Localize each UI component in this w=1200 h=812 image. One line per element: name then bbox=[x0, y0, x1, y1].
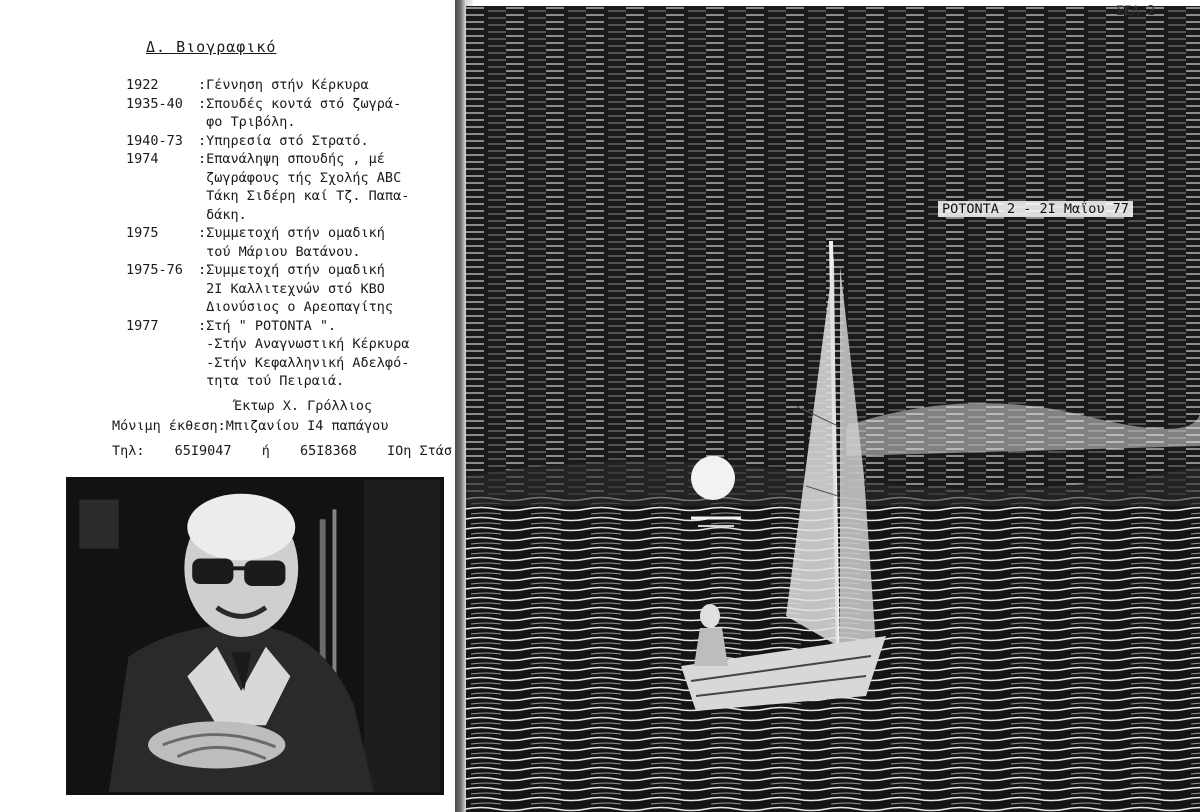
bio-entry bbox=[126, 206, 471, 225]
bio-text: -Στήν Κεφαλληνική Αδελφό- bbox=[198, 354, 410, 371]
bio-text: :Επανάληψη σπουδής , μέ bbox=[198, 151, 385, 167]
bio-entry bbox=[126, 132, 471, 151]
bio-entry bbox=[126, 298, 471, 317]
bio-text: :Στή " ΡΟΤΟΝΤΑ ". bbox=[198, 317, 337, 334]
bio-entry bbox=[126, 169, 471, 188]
bio-year: 1935-40 bbox=[126, 95, 183, 112]
bio-year bbox=[126, 280, 198, 299]
bio-year: 1975-76 bbox=[126, 262, 183, 278]
exhibition-line: Μόνιμη έκθεση:Μπιζανίου Ι4 παπάγου bbox=[112, 418, 389, 434]
bio-entry bbox=[126, 95, 471, 114]
bio-text: :Γέννηση στήν Κέρκυρα bbox=[198, 77, 369, 93]
bio-text: :Σπουδές κοντά στό ζωγρά- bbox=[198, 95, 402, 112]
bio-entry bbox=[126, 354, 471, 373]
bio-text: Διονύσιος ο Αρεοπαγίτης bbox=[198, 299, 394, 315]
bio-year: 1922 bbox=[126, 77, 159, 93]
bio-entry bbox=[126, 113, 471, 132]
bio-text: τητα τού Πειραιά. bbox=[198, 373, 345, 389]
phone-label: Τηλ: bbox=[112, 443, 145, 459]
portrait-image bbox=[69, 480, 441, 792]
phone-line bbox=[112, 443, 474, 459]
signature: Έκτωρ Χ. Γρόλλιος bbox=[234, 398, 373, 414]
phone-or: ή bbox=[261, 443, 270, 459]
bio-entry bbox=[126, 280, 471, 299]
phone-number-1: 65Ι9047 bbox=[174, 443, 232, 459]
bio-text: :Υπηρεσία στό Στρατό. bbox=[198, 132, 369, 149]
phone-number-2: 65Ι8368 bbox=[299, 443, 357, 459]
bio-entry bbox=[126, 335, 471, 354]
sailboat-illustration bbox=[466, 6, 1200, 812]
bio-year bbox=[126, 243, 198, 262]
biography-column bbox=[0, 0, 470, 812]
bio-year bbox=[126, 169, 198, 188]
bio-year bbox=[126, 335, 198, 354]
bio-year bbox=[126, 187, 198, 206]
bio-text: :Συμμετοχή στήν ομαδική bbox=[198, 225, 385, 241]
bio-year bbox=[126, 206, 198, 225]
bio-entry bbox=[126, 150, 471, 169]
biography-list bbox=[126, 76, 471, 391]
bio-text: δάκη. bbox=[198, 206, 247, 223]
bio-text: 2Ι Καλλιτεχνών στό ΚΒΟ bbox=[198, 280, 385, 297]
bio-entry bbox=[126, 317, 471, 336]
sailboat-artwork bbox=[466, 6, 1200, 812]
bio-entry bbox=[126, 243, 471, 262]
bio-year: 1940-73 bbox=[126, 132, 183, 149]
bio-year bbox=[126, 354, 198, 373]
page-title: Δ. Βιογραφικό bbox=[146, 38, 277, 56]
bio-year bbox=[126, 298, 198, 317]
page-mark: ΣΕΛ 2 bbox=[1116, 4, 1156, 19]
bio-text: ζωγράφους τής Σχολής ABC bbox=[198, 169, 402, 186]
bio-year: 1974 bbox=[126, 151, 159, 167]
exhibition-caption: ΡΟΤΟΝΤΑ 2 - 2Ι Μαΐου 77 bbox=[938, 201, 1133, 217]
bio-entry bbox=[126, 76, 471, 95]
artist-portrait-photo bbox=[66, 477, 444, 795]
bio-text: -Στήν Αναγνωστική Κέρκυρα bbox=[198, 336, 410, 352]
bio-year bbox=[126, 372, 198, 391]
bio-text: τού Μάριου Βατάνου. bbox=[198, 243, 361, 260]
bio-entry bbox=[126, 261, 471, 280]
bio-year bbox=[126, 113, 198, 132]
bio-text: φο Τριβόλη. bbox=[198, 114, 296, 130]
bio-year: 1977 bbox=[126, 317, 159, 334]
bio-text: :Συμμετοχή στήν ομαδική bbox=[198, 262, 385, 278]
phone-stop: ΙΟη Στάσ bbox=[387, 443, 453, 459]
bio-entry bbox=[126, 224, 471, 243]
bio-year: 1975 bbox=[126, 225, 159, 241]
bio-entry bbox=[126, 372, 471, 391]
bio-entry bbox=[126, 187, 471, 206]
bio-text: Τάκη Σιδέρη καί Τζ. Παπα- bbox=[198, 188, 410, 204]
